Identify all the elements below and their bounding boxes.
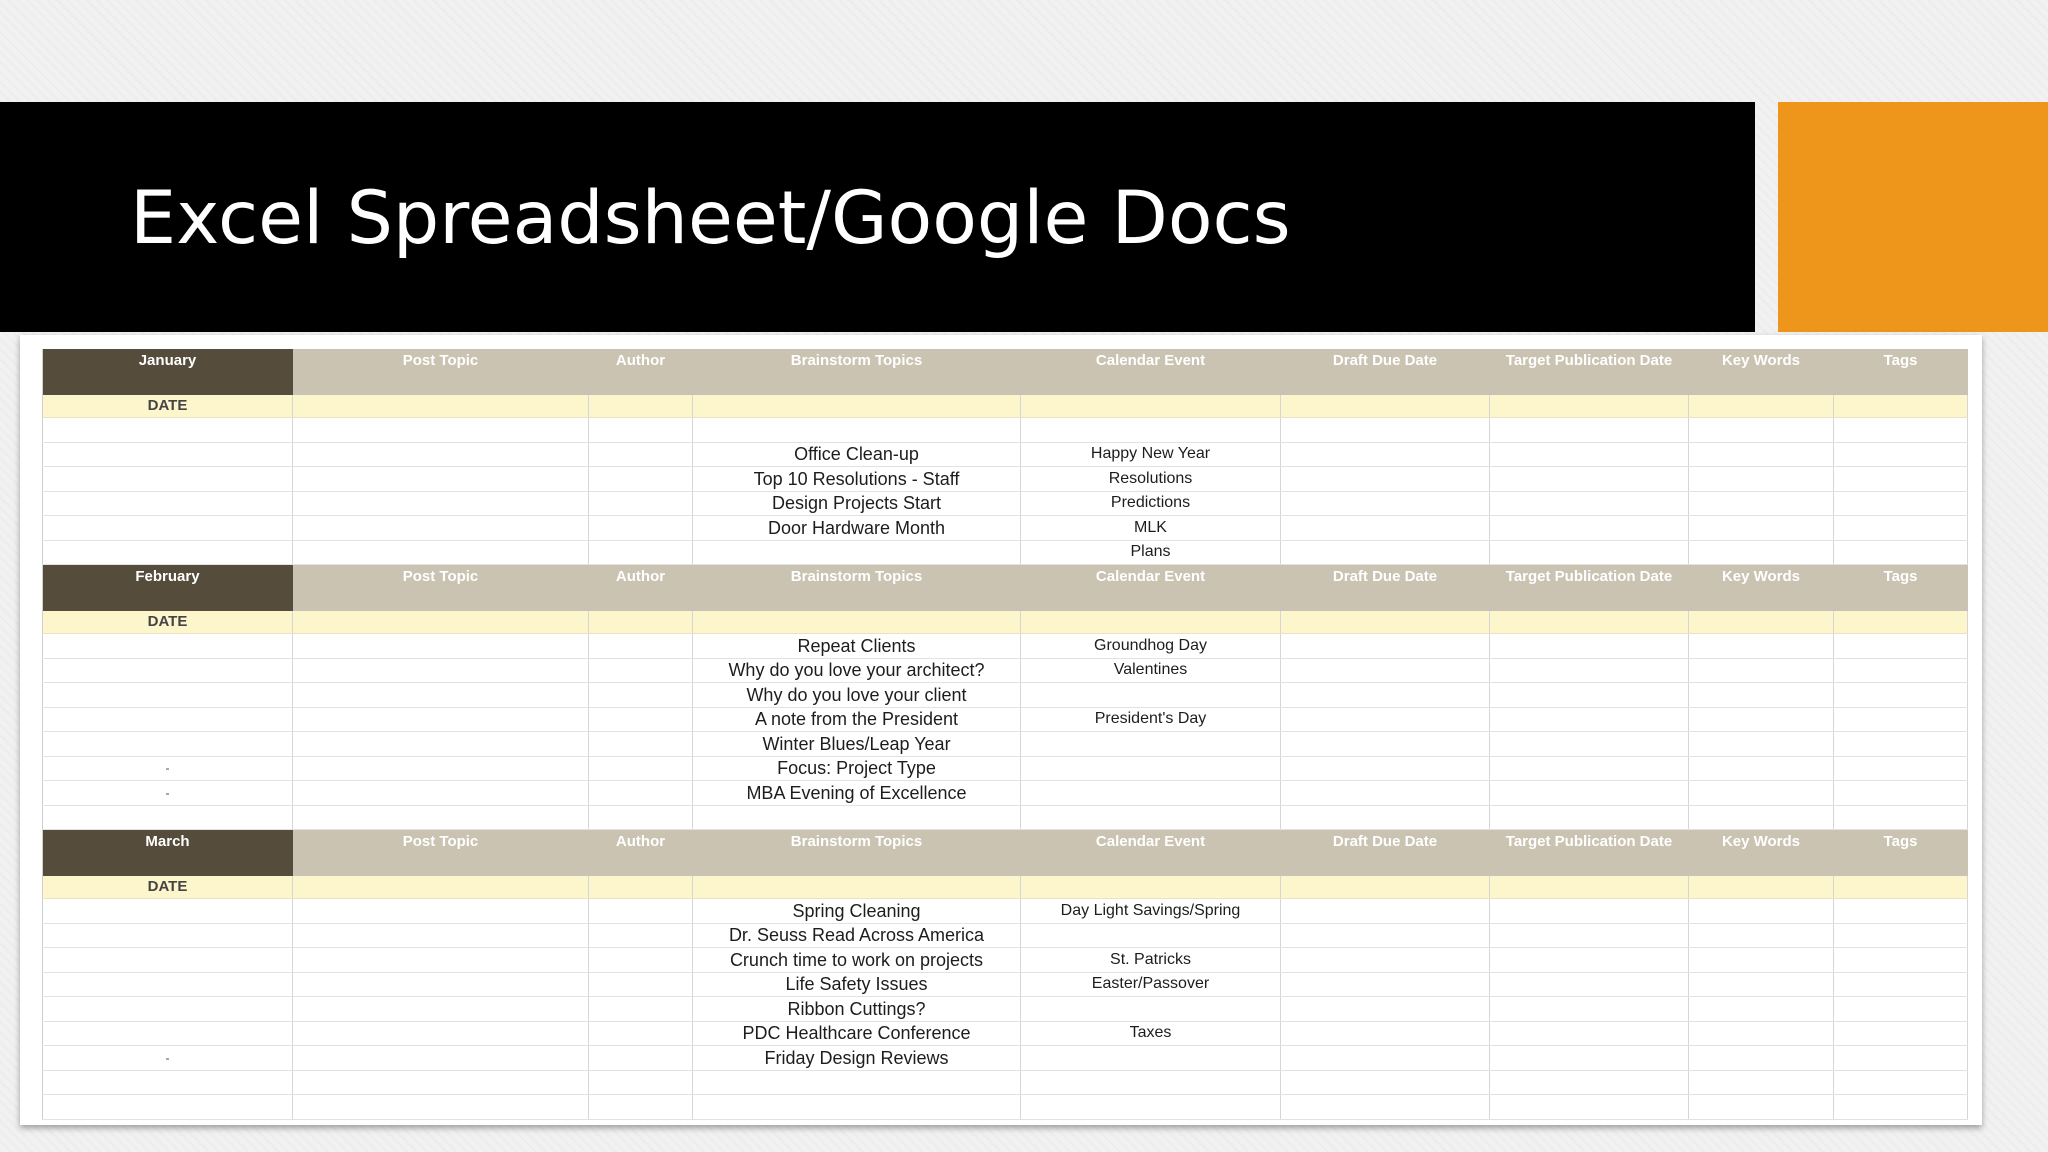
sheet-cell[interactable] xyxy=(1689,658,1834,683)
date-cell[interactable] xyxy=(293,876,589,899)
sheet-cell[interactable] xyxy=(1490,467,1689,492)
month-header-row xyxy=(43,349,1968,395)
table-row xyxy=(43,516,1968,541)
sheet-cell[interactable] xyxy=(1689,805,1834,830)
table-row xyxy=(43,948,1968,973)
brainstorm-topic-cell[interactable]: Why do you love your client xyxy=(693,683,1021,708)
sheet-cell[interactable] xyxy=(1689,683,1834,708)
column-header-cell[interactable]: Tags xyxy=(1834,349,1968,395)
sheet-cell[interactable] xyxy=(1490,683,1689,708)
month-header-row xyxy=(43,565,1968,612)
column-header-cell[interactable]: Post Topic xyxy=(293,830,589,877)
column-header-cell[interactable]: Calendar Event xyxy=(1021,565,1281,612)
sheet-cell[interactable]: - xyxy=(43,756,293,781)
calendar-event-cell[interactable]: Resolutions xyxy=(1021,467,1281,492)
sheet-cell[interactable] xyxy=(1490,923,1689,948)
column-header-cell[interactable]: Tags xyxy=(1834,565,1968,612)
sheet-cell[interactable] xyxy=(1490,418,1689,443)
sheet-cell[interactable] xyxy=(589,756,693,781)
spreadsheet-image xyxy=(20,335,1982,1125)
sheet-cell[interactable] xyxy=(1689,732,1834,757)
sheet-cell[interactable] xyxy=(293,467,589,492)
sheet-cell[interactable] xyxy=(43,634,293,659)
date-cell[interactable] xyxy=(589,611,693,634)
sheet-cell[interactable] xyxy=(1834,658,1968,683)
sheet-cell[interactable] xyxy=(589,491,693,516)
sheet-cell[interactable] xyxy=(1834,805,1968,830)
calendar-event-cell[interactable]: Taxes xyxy=(1021,1021,1281,1046)
sheet-cell[interactable] xyxy=(1281,923,1490,948)
brainstorm-topic-cell[interactable]: Dr. Seuss Read Across America xyxy=(693,923,1021,948)
sheet-cell[interactable] xyxy=(1490,516,1689,541)
sheet-cell[interactable] xyxy=(1281,418,1490,443)
sheet-cell[interactable] xyxy=(1490,442,1689,467)
date-cell[interactable] xyxy=(589,876,693,899)
sheet-cell[interactable]: - xyxy=(43,781,293,806)
column-header-cell[interactable]: Post Topic xyxy=(293,565,589,612)
date-cell[interactable] xyxy=(1281,611,1490,634)
sheet-cell[interactable] xyxy=(1490,756,1689,781)
calendar-event-cell[interactable] xyxy=(1021,997,1281,1022)
brainstorm-topic-cell[interactable]: Life Safety Issues xyxy=(693,972,1021,997)
date-cell[interactable] xyxy=(293,395,589,418)
table-row xyxy=(43,658,1968,683)
sheet-cell[interactable] xyxy=(293,683,589,708)
calendar-event-cell[interactable]: St. Patricks xyxy=(1021,948,1281,973)
sheet-cell[interactable] xyxy=(43,948,293,973)
column-header-cell[interactable]: Target Publication Date xyxy=(1490,349,1689,395)
sheet-cell[interactable] xyxy=(1281,540,1490,565)
sheet-cell[interactable] xyxy=(589,540,693,565)
date-label-cell[interactable]: DATE xyxy=(43,876,293,899)
sheet-cell[interactable] xyxy=(1689,1070,1834,1095)
sheet-cell[interactable] xyxy=(1490,540,1689,565)
date-cell[interactable] xyxy=(1834,876,1968,899)
date-cell[interactable] xyxy=(1021,395,1281,418)
sheet-cell[interactable] xyxy=(1490,491,1689,516)
calendar-event-cell[interactable]: MLK xyxy=(1021,516,1281,541)
brainstorm-topic-cell[interactable] xyxy=(693,1095,1021,1120)
brainstorm-topic-cell[interactable]: Focus: Project Type xyxy=(693,756,1021,781)
table-row xyxy=(43,707,1968,732)
sheet-cell[interactable] xyxy=(43,923,293,948)
sheet-cell[interactable] xyxy=(43,972,293,997)
sheet-cell[interactable] xyxy=(1689,442,1834,467)
sheet-cell[interactable] xyxy=(43,805,293,830)
sheet-cell[interactable] xyxy=(43,658,293,683)
sheet-cell[interactable] xyxy=(1281,491,1490,516)
sheet-cell[interactable] xyxy=(293,707,589,732)
sheet-cell[interactable] xyxy=(1490,1095,1689,1120)
sheet-cell[interactable] xyxy=(1490,781,1689,806)
sheet-cell[interactable] xyxy=(1490,634,1689,659)
sheet-cell[interactable] xyxy=(1281,972,1490,997)
sheet-cell[interactable] xyxy=(1281,781,1490,806)
column-header-cell[interactable]: Key Words xyxy=(1689,349,1834,395)
sheet-cell[interactable] xyxy=(43,467,293,492)
table-row xyxy=(43,418,1968,443)
sheet-cell[interactable] xyxy=(589,997,693,1022)
brainstorm-topic-cell[interactable] xyxy=(693,1070,1021,1095)
brainstorm-topic-cell[interactable]: A note from the President xyxy=(693,707,1021,732)
table-row xyxy=(43,805,1968,830)
sheet-cell[interactable] xyxy=(293,899,589,924)
sheet-cell[interactable] xyxy=(293,418,589,443)
table-row xyxy=(43,683,1968,708)
sheet-cell[interactable] xyxy=(1689,997,1834,1022)
brainstorm-topic-cell[interactable]: Design Projects Start xyxy=(693,491,1021,516)
table-row xyxy=(43,781,1968,806)
brainstorm-topic-cell[interactable] xyxy=(693,418,1021,443)
sheet-cell[interactable] xyxy=(589,467,693,492)
table-row xyxy=(43,467,1968,492)
date-label-cell[interactable]: DATE xyxy=(43,611,293,634)
date-row xyxy=(43,876,1968,899)
column-header-cell[interactable]: Author xyxy=(589,565,693,612)
sheet-cell[interactable] xyxy=(589,899,693,924)
sheet-cell[interactable] xyxy=(1281,516,1490,541)
sheet-cell[interactable] xyxy=(589,1070,693,1095)
date-cell[interactable] xyxy=(293,611,589,634)
sheet-cell[interactable] xyxy=(589,732,693,757)
table-row xyxy=(43,491,1968,516)
sheet-cell[interactable] xyxy=(1281,1046,1490,1071)
calendar-event-cell[interactable]: Happy New Year xyxy=(1021,442,1281,467)
calendar-event-cell[interactable] xyxy=(1021,1095,1281,1120)
calendar-grid xyxy=(42,349,1968,1120)
date-cell[interactable] xyxy=(1281,395,1490,418)
column-header-cell[interactable]: Draft Due Date xyxy=(1281,349,1490,395)
sheet-cell[interactable] xyxy=(293,923,589,948)
sheet-cell[interactable] xyxy=(293,442,589,467)
sheet-cell[interactable] xyxy=(293,658,589,683)
brainstorm-topic-cell[interactable]: Top 10 Resolutions - Staff xyxy=(693,467,1021,492)
sheet-cell[interactable] xyxy=(293,805,589,830)
sheet-cell[interactable] xyxy=(293,997,589,1022)
brainstorm-topic-cell[interactable]: Friday Design Reviews xyxy=(693,1046,1021,1071)
brainstorm-topic-cell[interactable]: Door Hardware Month xyxy=(693,516,1021,541)
sheet-cell[interactable] xyxy=(1834,781,1968,806)
sheet-cell[interactable] xyxy=(1689,540,1834,565)
sheet-cell[interactable] xyxy=(589,634,693,659)
date-cell[interactable] xyxy=(1490,395,1689,418)
calendar-event-cell[interactable] xyxy=(1021,805,1281,830)
calendar-event-cell[interactable]: Groundhog Day xyxy=(1021,634,1281,659)
sheet-cell[interactable] xyxy=(589,1095,693,1120)
calendar-event-cell[interactable]: Predictions xyxy=(1021,491,1281,516)
date-cell[interactable] xyxy=(1490,611,1689,634)
sheet-cell[interactable] xyxy=(43,997,293,1022)
sheet-cell[interactable] xyxy=(293,516,589,541)
column-header-cell[interactable]: Calendar Event xyxy=(1021,349,1281,395)
brainstorm-topic-cell[interactable]: Repeat Clients xyxy=(693,634,1021,659)
sheet-cell[interactable] xyxy=(589,948,693,973)
sheet-cell[interactable] xyxy=(1281,1095,1490,1120)
sheet-cell[interactable] xyxy=(1834,1046,1968,1071)
date-cell[interactable] xyxy=(1689,395,1834,418)
table-row xyxy=(43,756,1968,781)
sheet-cell[interactable] xyxy=(1490,805,1689,830)
brainstorm-topic-cell[interactable]: Ribbon Cuttings? xyxy=(693,997,1021,1022)
column-header-cell[interactable]: Author xyxy=(589,349,693,395)
sheet-cell[interactable] xyxy=(293,634,589,659)
column-header-cell[interactable]: Draft Due Date xyxy=(1281,565,1490,612)
date-cell[interactable] xyxy=(693,611,1021,634)
sheet-cell[interactable] xyxy=(43,899,293,924)
sheet-cell[interactable] xyxy=(293,1021,589,1046)
sheet-cell[interactable] xyxy=(43,418,293,443)
table-row xyxy=(43,732,1968,757)
table-row xyxy=(43,972,1968,997)
sheet-cell[interactable] xyxy=(589,805,693,830)
column-header-cell[interactable]: Author xyxy=(589,830,693,877)
brainstorm-topic-cell[interactable]: MBA Evening of Excellence xyxy=(693,781,1021,806)
column-header-cell[interactable]: Tags xyxy=(1834,830,1968,877)
sheet-cell[interactable] xyxy=(1689,756,1834,781)
title-bar xyxy=(0,102,1755,332)
sheet-cell[interactable] xyxy=(1490,997,1689,1022)
sheet-cell[interactable] xyxy=(1834,442,1968,467)
brainstorm-topic-cell[interactable] xyxy=(693,805,1021,830)
sheet-cell[interactable] xyxy=(1281,899,1490,924)
sheet-cell[interactable] xyxy=(589,707,693,732)
column-header-cell[interactable]: Brainstorm Topics xyxy=(693,349,1021,395)
date-cell[interactable] xyxy=(1490,876,1689,899)
sheet-cell[interactable] xyxy=(293,1095,589,1120)
sheet-cell[interactable] xyxy=(293,1070,589,1095)
month-cell[interactable]: February xyxy=(43,565,293,612)
sheet-cell[interactable] xyxy=(1490,899,1689,924)
sheet-cell[interactable] xyxy=(43,707,293,732)
sheet-cell[interactable] xyxy=(293,491,589,516)
sheet-cell[interactable] xyxy=(1689,491,1834,516)
sheet-cell[interactable] xyxy=(1834,467,1968,492)
sheet-cell[interactable] xyxy=(43,732,293,757)
sheet-cell[interactable] xyxy=(43,491,293,516)
sheet-cell[interactable] xyxy=(1490,1021,1689,1046)
sheet-cell[interactable] xyxy=(43,1070,293,1095)
sheet-cell[interactable] xyxy=(1281,1070,1490,1095)
sheet-cell[interactable] xyxy=(589,1021,693,1046)
sheet-cell[interactable]: - xyxy=(43,1046,293,1071)
date-cell[interactable] xyxy=(1689,876,1834,899)
sheet-cell[interactable] xyxy=(1834,707,1968,732)
column-header-cell[interactable]: Brainstorm Topics xyxy=(693,565,1021,612)
month-cell[interactable]: January xyxy=(43,349,293,395)
date-cell[interactable] xyxy=(1834,611,1968,634)
slide-title: Excel Spreadsheet/Google Docs xyxy=(130,176,1291,261)
brainstorm-topic-cell[interactable]: Office Clean-up xyxy=(693,442,1021,467)
calendar-event-cell[interactable] xyxy=(1021,756,1281,781)
calendar-event-cell[interactable] xyxy=(1021,683,1281,708)
sheet-cell[interactable] xyxy=(43,540,293,565)
sheet-cell[interactable] xyxy=(1689,923,1834,948)
sheet-cell[interactable] xyxy=(43,683,293,708)
brainstorm-topic-cell[interactable]: Crunch time to work on projects xyxy=(693,948,1021,973)
sheet-cell[interactable] xyxy=(293,540,589,565)
calendar-event-cell[interactable] xyxy=(1021,923,1281,948)
sheet-cell[interactable] xyxy=(589,418,693,443)
sheet-cell[interactable] xyxy=(293,948,589,973)
sheet-cell[interactable] xyxy=(1281,707,1490,732)
calendar-event-cell[interactable]: Day Light Savings/Spring xyxy=(1021,899,1281,924)
sheet-cell[interactable] xyxy=(1281,683,1490,708)
calendar-event-cell[interactable] xyxy=(1021,1046,1281,1071)
table-row xyxy=(43,442,1968,467)
brainstorm-topic-cell[interactable]: Winter Blues/Leap Year xyxy=(693,732,1021,757)
sheet-cell[interactable] xyxy=(1490,732,1689,757)
table-row xyxy=(43,540,1968,565)
brainstorm-topic-cell[interactable]: Why do you love your architect? xyxy=(693,658,1021,683)
sheet-cell[interactable] xyxy=(1834,923,1968,948)
sheet-cell[interactable] xyxy=(1834,732,1968,757)
calendar-event-cell[interactable]: President's Day xyxy=(1021,707,1281,732)
date-cell[interactable] xyxy=(1021,611,1281,634)
sheet-cell[interactable] xyxy=(1834,418,1968,443)
sheet-cell[interactable] xyxy=(1490,972,1689,997)
column-header-cell[interactable]: Key Words xyxy=(1689,565,1834,612)
sheet-cell[interactable] xyxy=(1834,756,1968,781)
table-row xyxy=(43,1070,1968,1095)
calendar-event-cell[interactable] xyxy=(1021,1070,1281,1095)
sheet-cell[interactable] xyxy=(1490,948,1689,973)
sheet-cell[interactable] xyxy=(589,516,693,541)
sheet-cell[interactable] xyxy=(1834,948,1968,973)
calendar-event-cell[interactable]: Plans xyxy=(1021,540,1281,565)
date-cell[interactable] xyxy=(693,395,1021,418)
sheet-cell[interactable] xyxy=(293,732,589,757)
column-header-cell[interactable]: Post Topic xyxy=(293,349,589,395)
table-row xyxy=(43,1095,1968,1120)
sheet-cell[interactable] xyxy=(1689,948,1834,973)
date-cell[interactable] xyxy=(1021,876,1281,899)
sheet-cell[interactable] xyxy=(1689,1046,1834,1071)
sheet-cell[interactable] xyxy=(1689,899,1834,924)
month-header-row xyxy=(43,830,1968,877)
sheet-cell[interactable] xyxy=(1490,1046,1689,1071)
month-cell[interactable]: March xyxy=(43,830,293,877)
column-header-cell[interactable]: Draft Due Date xyxy=(1281,830,1490,877)
sheet-cell[interactable] xyxy=(589,442,693,467)
date-label-cell[interactable]: DATE xyxy=(43,395,293,418)
brainstorm-topic-cell[interactable] xyxy=(693,540,1021,565)
date-cell[interactable] xyxy=(1689,611,1834,634)
sheet-cell[interactable] xyxy=(293,972,589,997)
sheet-cell[interactable] xyxy=(43,1095,293,1120)
sheet-cell[interactable] xyxy=(1834,491,1968,516)
brainstorm-topic-cell[interactable]: Spring Cleaning xyxy=(693,899,1021,924)
column-header-cell[interactable]: Brainstorm Topics xyxy=(693,830,1021,877)
sheet-cell[interactable] xyxy=(1281,997,1490,1022)
calendar-event-cell[interactable]: Valentines xyxy=(1021,658,1281,683)
sheet-cell[interactable] xyxy=(1281,1021,1490,1046)
date-cell[interactable] xyxy=(589,395,693,418)
sheet-cell[interactable] xyxy=(589,923,693,948)
sheet-cell[interactable] xyxy=(43,1021,293,1046)
date-row xyxy=(43,395,1968,418)
sheet-cell[interactable] xyxy=(1281,756,1490,781)
calendar-event-cell[interactable]: Easter/Passover xyxy=(1021,972,1281,997)
table-row xyxy=(43,997,1968,1022)
column-header-cell[interactable]: Target Publication Date xyxy=(1490,830,1689,877)
sheet-cell[interactable] xyxy=(1834,516,1968,541)
sheet-cell[interactable] xyxy=(1281,805,1490,830)
sheet-cell[interactable] xyxy=(1834,1021,1968,1046)
sheet-cell[interactable] xyxy=(1834,1095,1968,1120)
sheet-cell[interactable] xyxy=(1834,899,1968,924)
sheet-cell[interactable] xyxy=(43,516,293,541)
sheet-cell[interactable] xyxy=(1281,467,1490,492)
sheet-cell[interactable] xyxy=(1834,997,1968,1022)
accent-box xyxy=(1778,102,2048,332)
sheet-cell[interactable] xyxy=(1281,948,1490,973)
date-cell[interactable] xyxy=(1281,876,1490,899)
sheet-cell[interactable] xyxy=(1490,707,1689,732)
sheet-cell[interactable] xyxy=(1689,972,1834,997)
calendar-event-cell[interactable] xyxy=(1021,781,1281,806)
sheet-cell[interactable] xyxy=(293,781,589,806)
sheet-cell[interactable] xyxy=(1834,634,1968,659)
sheet-cell[interactable] xyxy=(1281,442,1490,467)
sheet-cell[interactable] xyxy=(589,781,693,806)
sheet-cell[interactable] xyxy=(1689,418,1834,443)
sheet-cell[interactable] xyxy=(1689,516,1834,541)
date-cell[interactable] xyxy=(693,876,1021,899)
sheet-cell[interactable] xyxy=(589,683,693,708)
sheet-cell[interactable] xyxy=(1689,1095,1834,1120)
sheet-cell[interactable] xyxy=(1281,732,1490,757)
sheet-cell[interactable] xyxy=(293,756,589,781)
sheet-cell[interactable] xyxy=(1834,972,1968,997)
sheet-cell[interactable] xyxy=(1834,1070,1968,1095)
sheet-cell[interactable] xyxy=(43,442,293,467)
sheet-cell[interactable] xyxy=(1689,1021,1834,1046)
table-row xyxy=(43,923,1968,948)
sheet-cell[interactable] xyxy=(589,1046,693,1071)
sheet-cell[interactable] xyxy=(1834,540,1968,565)
sheet-cell[interactable] xyxy=(1490,1070,1689,1095)
column-header-cell[interactable]: Key Words xyxy=(1689,830,1834,877)
column-header-cell[interactable]: Target Publication Date xyxy=(1490,565,1689,612)
column-header-cell[interactable]: Calendar Event xyxy=(1021,830,1281,877)
table-row xyxy=(43,1021,1968,1046)
table-row xyxy=(43,899,1968,924)
sheet-cell[interactable] xyxy=(1689,707,1834,732)
brainstorm-topic-cell[interactable]: PDC Healthcare Conference xyxy=(693,1021,1021,1046)
sheet-cell[interactable] xyxy=(589,658,693,683)
calendar-event-cell[interactable] xyxy=(1021,732,1281,757)
sheet-cell[interactable] xyxy=(1689,634,1834,659)
calendar-event-cell[interactable] xyxy=(1021,418,1281,443)
sheet-cell[interactable] xyxy=(1490,658,1689,683)
sheet-cell[interactable] xyxy=(293,1046,589,1071)
sheet-cell[interactable] xyxy=(1689,467,1834,492)
table-row xyxy=(43,634,1968,659)
table-row xyxy=(43,1046,1968,1071)
sheet-cell[interactable] xyxy=(589,972,693,997)
date-cell[interactable] xyxy=(1834,395,1968,418)
date-row xyxy=(43,611,1968,634)
sheet-cell[interactable] xyxy=(1281,658,1490,683)
sheet-cell[interactable] xyxy=(1834,683,1968,708)
sheet-cell[interactable] xyxy=(1689,781,1834,806)
sheet-cell[interactable] xyxy=(1281,634,1490,659)
